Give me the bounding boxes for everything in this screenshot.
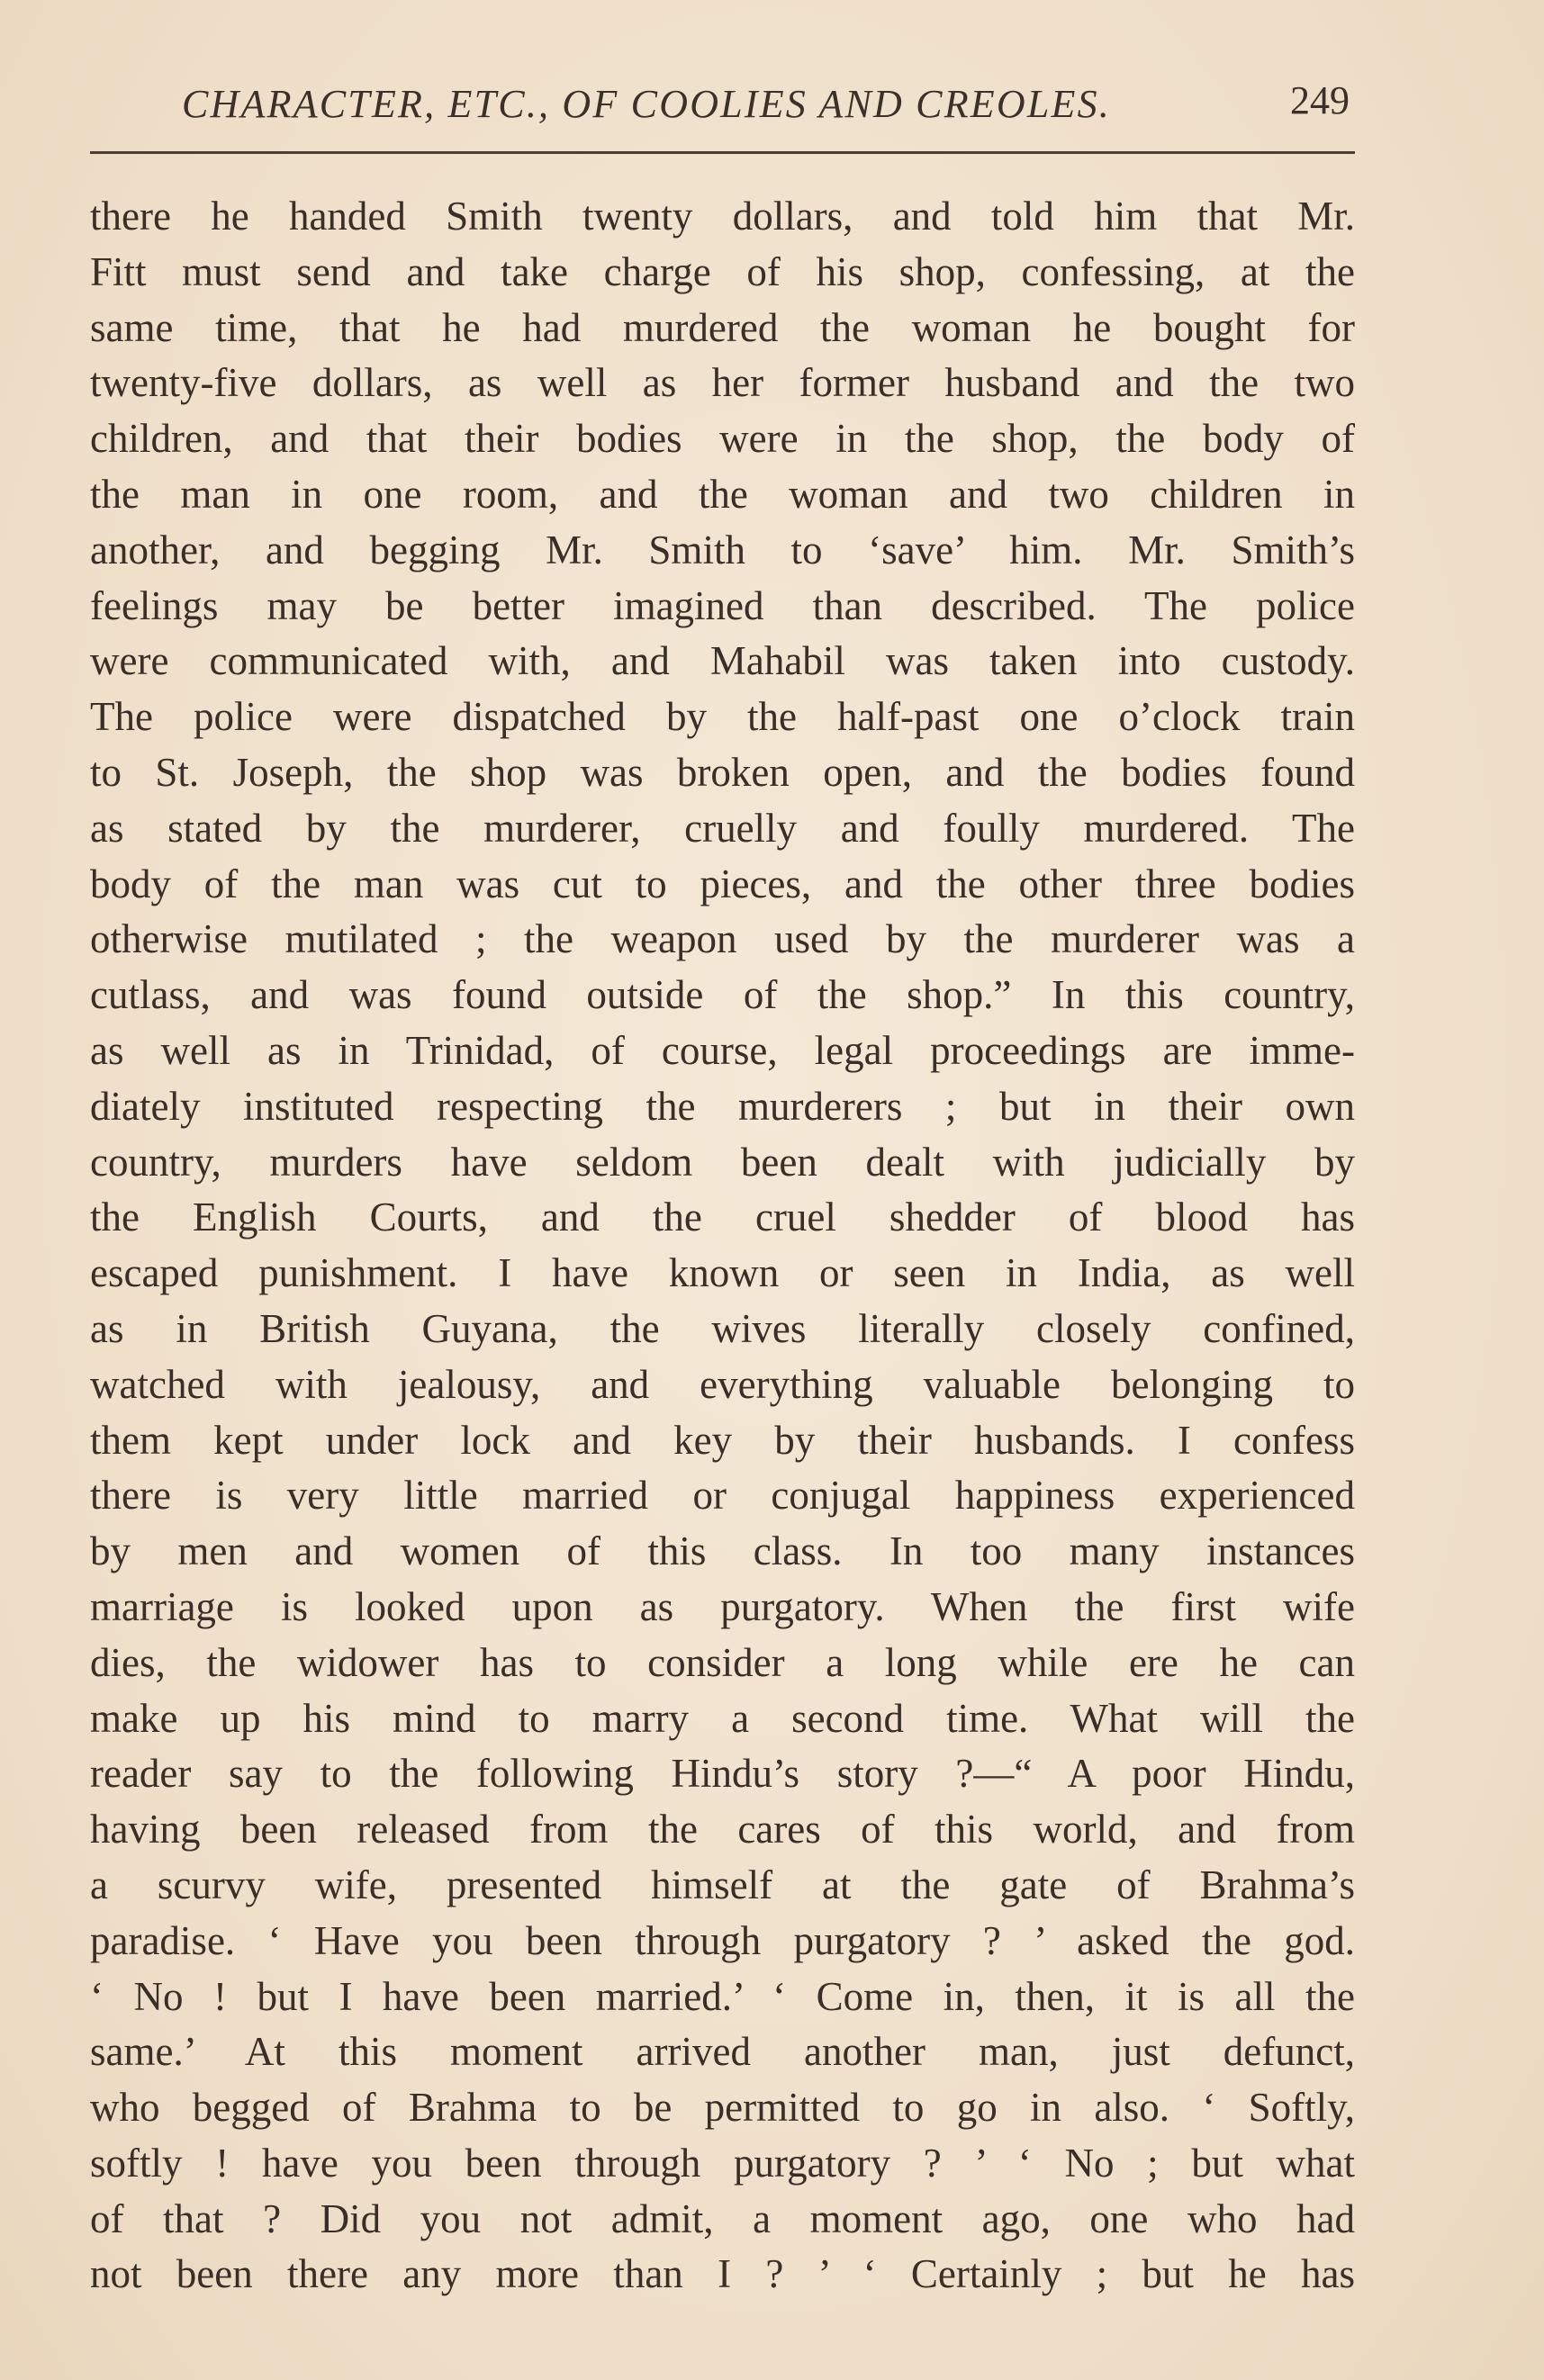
text-line: otherwise mutilated ; the weapon used by the murderer was a (90, 916, 1355, 962)
text-line: feelings may be better imagined than described. The police (90, 582, 1355, 628)
text-line: to St. Joseph, the shop was broken open, and the bodies found (90, 749, 1355, 795)
text-line: the man in one room, and the woman and two children in (90, 471, 1355, 517)
text-line: there is very little married or conjugal happiness experienced (90, 1473, 1355, 1519)
text-line: same.’ At this moment arrived another man, just defunct, (90, 2029, 1355, 2075)
text-line: reader say to the following Hindu’s story ?—“ A poor Hindu, (90, 1751, 1355, 1797)
page-header (90, 79, 1355, 130)
text-line: Fitt must send and take charge of his shop, confessing, at the (90, 248, 1355, 294)
text-line: The police were dispatched by the half-past one o’clock train (90, 694, 1355, 740)
text-line: dies, the widower has to consider a long while ere he can (90, 1639, 1355, 1685)
text-line: cutlass, and was found outside of the shop.” In this country, (90, 972, 1355, 1018)
text-line: a scurvy wife, presented himself at the gate of Brahma’s (90, 1862, 1355, 1907)
text-line: children, and that their bodies were in the shop, the body of (90, 416, 1355, 462)
text-line: diately instituted respecting the murderers ; but in their own (90, 1083, 1355, 1129)
header-rule (90, 151, 1355, 154)
text-line: softly ! have you been through purgatory ? ’ ‘ No ; but what (90, 2140, 1355, 2186)
text-line: having been released from the cares of this world, and from (90, 1807, 1355, 1853)
text-line: same time, that he had murdered the woman he bought for (90, 304, 1355, 350)
text-line: as well as in Trinidad, of course, legal proceedings are imme- (90, 1027, 1355, 1073)
text-line: there he handed Smith twenty dollars, and told him that Mr. (90, 194, 1355, 239)
text-line: who begged of Brahma to be permitted to go in also. ‘ Softly, (90, 2085, 1355, 2131)
text-line: another, and begging Mr. Smith to ‘save’ him. Mr. Smith’s (90, 527, 1355, 572)
text-line: by men and women of this class. In too many instances (90, 1528, 1355, 1574)
page-number: 249 (1290, 78, 1350, 122)
text-line: body of the man was cut to pieces, and the other three bodies (90, 861, 1355, 906)
running-head: CHARACTER, ETC., OF COOLIES AND CREOLES. (182, 82, 1112, 126)
text-line: ‘ No ! but I have been married.’ ‘ Come in, then, it is all the (90, 1973, 1355, 2019)
text-line: as stated by the murderer, cruelly and foully murdered. The (90, 805, 1355, 851)
text-line: make up his mind to marry a second time. What will the (90, 1695, 1355, 1741)
text-line: not been there any more than I ? ’ ‘ Certainly ; but he has (90, 2251, 1355, 2297)
text-line: as in British Guyana, the wives literally closely confined, (90, 1305, 1355, 1351)
body-text (90, 189, 1355, 2303)
text-line: escaped punishment. I have known or seen in India, as well (90, 1250, 1355, 1296)
text-line: them kept under lock and key by their husbands. I confess (90, 1417, 1355, 1463)
text-line: marriage is looked upon as purgatory. When the first wife (90, 1583, 1355, 1629)
text-line: the English Courts, and the cruel shedder of blood has (90, 1195, 1355, 1240)
text-line: country, murders have seldom been dealt with judicially by (90, 1139, 1355, 1185)
text-line: twenty-five dollars, as well as her former husband and the two (90, 360, 1355, 406)
text-line: watched with jealousy, and everything valuable belonging to (90, 1361, 1355, 1407)
text-line: were communicated with, and Mahabil was taken into custody. (90, 638, 1355, 684)
text-line: paradise. ‘ Have you been through purgatory ? ’ asked the god. (90, 1917, 1355, 1963)
text-line: of that ? Did you not admit, a moment ago, one who had (90, 2195, 1355, 2241)
